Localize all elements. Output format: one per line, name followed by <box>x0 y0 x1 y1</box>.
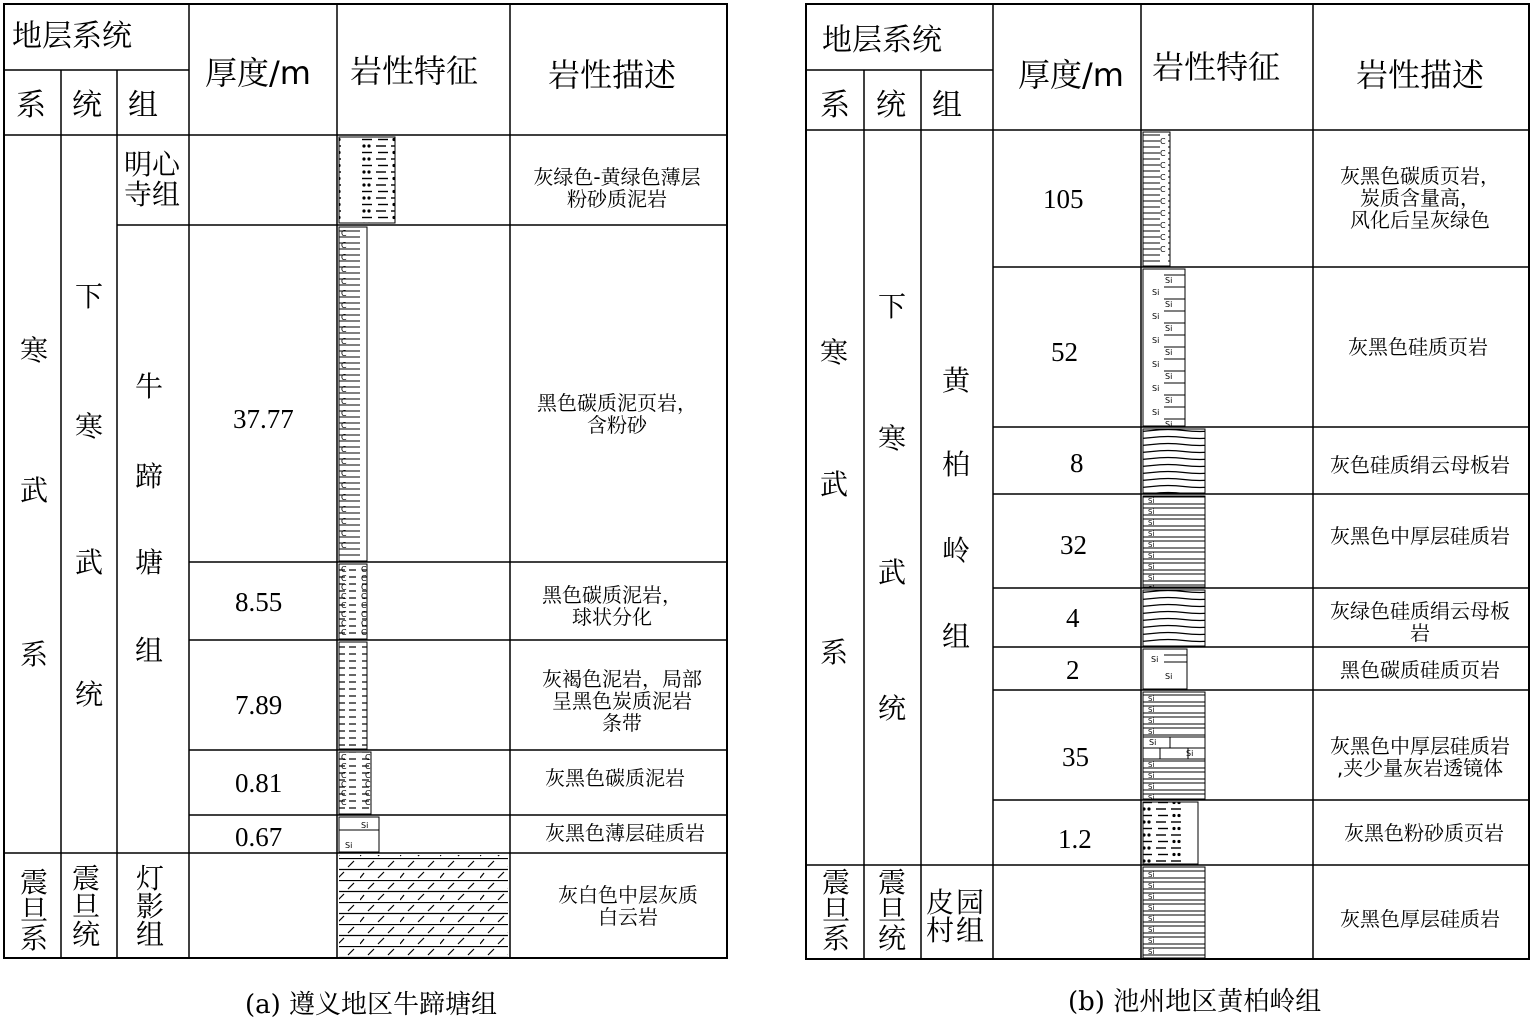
thickness-value: 35 <box>1062 742 1089 772</box>
fm-dengying-2: 组 <box>136 918 165 951</box>
fm-piyuancun-3: 组 <box>956 914 985 947</box>
thickness-value: 32 <box>1060 530 1087 560</box>
silica-symbol: Si <box>1149 738 1157 747</box>
fm-huangbailing-1: 柏 <box>942 448 971 481</box>
carbon-symbol: C <box>341 265 347 274</box>
lith-siliceous-rock-2 <box>1143 867 1205 958</box>
header-description: 岩性描述 <box>1356 56 1485 94</box>
carbon-symbol: C <box>341 753 347 762</box>
descriptions-b <box>1330 164 1510 931</box>
carbon-symbol: C <box>361 565 367 574</box>
lith-dolomite <box>339 855 508 957</box>
system-sinian-2: 系 <box>822 922 851 955</box>
carbon-symbol: C <box>341 337 347 346</box>
fm-dengying-1: 影 <box>136 890 165 923</box>
carbon-symbol: C <box>341 373 347 382</box>
silica-symbol: Si <box>1152 336 1160 345</box>
series-sinian-1: 旦 <box>72 890 101 923</box>
carbon-symbol: C <box>365 789 371 798</box>
system-cambrian-0: 寒 <box>20 334 49 367</box>
carbon-symbol: C <box>341 469 347 478</box>
system-sinian-0: 震 <box>822 866 851 899</box>
silica-symbol: Si <box>1165 372 1173 381</box>
fm-huangbailing-0: 黄 <box>942 364 971 397</box>
description-line: 灰黑色硅质页岩 <box>1348 335 1488 359</box>
description-line: 灰黑色中厚层硅质岩 <box>1330 524 1510 548</box>
carbon-symbol: C <box>1160 233 1166 242</box>
fm-piyuancun-0: 皮 <box>926 886 955 919</box>
carbon-symbol: C <box>341 457 347 466</box>
fm-mingxinsi-0: 明心 <box>124 148 181 181</box>
carbon-symbol: C <box>341 361 347 370</box>
system-cambrian-1: 武 <box>820 468 849 501</box>
carbon-symbol: C <box>1160 221 1166 230</box>
header-series: 统 <box>72 88 102 123</box>
fm-mingxinsi-1: 寺组 <box>124 178 181 211</box>
carbon-symbol: C <box>341 592 347 601</box>
carbon-symbol: C <box>341 301 347 310</box>
carbon-symbol: C <box>365 753 371 762</box>
header-lithology: 岩性特征 <box>1152 48 1281 86</box>
thickness-value: 0.67 <box>235 822 283 852</box>
carbon-symbol: C <box>341 325 347 334</box>
lith-mudstone <box>339 642 367 749</box>
silica-symbol: Si <box>361 821 369 830</box>
description-line: 白云岩 <box>598 905 658 929</box>
header-series: 统 <box>876 88 906 123</box>
thickness-value: 52 <box>1051 337 1078 367</box>
header-thickness: 厚度/m <box>1018 56 1124 94</box>
carbon-symbol: C <box>341 780 347 789</box>
description-line: 灰白色中层灰质 <box>558 883 698 907</box>
carbon-symbol: C <box>341 481 347 490</box>
description-line: 球状分化 <box>572 605 652 629</box>
system-cambrian-0: 寒 <box>820 336 849 369</box>
description-line: 黑色碳质泥岩， <box>542 583 682 607</box>
silica-symbol: Si <box>1165 276 1173 285</box>
series-sinian-2: 统 <box>878 922 907 955</box>
fm-niutitang-0: 牛 <box>135 370 164 403</box>
description-line: 灰黑色薄层硅质岩 <box>545 821 705 845</box>
silica-symbol: Si <box>1165 324 1173 333</box>
series-sinian-1: 旦 <box>878 894 907 927</box>
carbon-symbol: C <box>341 541 347 550</box>
thickness-value: 8 <box>1070 448 1084 478</box>
fm-niutitang-2: 塘 <box>135 546 164 579</box>
carbon-symbol: C <box>361 574 367 583</box>
carbon-symbol: C <box>361 619 367 628</box>
carbon-symbol: C <box>1160 161 1166 170</box>
fm-niutitang-3: 组 <box>135 634 164 667</box>
header-description: 岩性描述 <box>548 56 677 94</box>
system-cambrian-2: 系 <box>20 638 49 671</box>
description-line: 灰黑色碳质页岩， <box>1340 164 1500 188</box>
carbon-symbol: C <box>341 610 347 619</box>
carbon-symbol: C <box>341 433 347 442</box>
header-strat: 地层系统 <box>12 19 132 54</box>
description-line: 粉砂质泥岩 <box>567 187 667 211</box>
fm-huangbailing-3: 组 <box>942 620 971 653</box>
carbon-symbol: C <box>341 798 347 807</box>
silica-symbol: Si <box>1165 348 1173 357</box>
carbon-symbol: C <box>1160 149 1166 158</box>
carbon-symbol: C <box>1160 209 1166 218</box>
description-line: 灰黑色中厚层硅质岩 <box>1330 734 1510 758</box>
carbon-symbol: C <box>341 409 347 418</box>
thickness-value: 0.81 <box>235 768 283 798</box>
description-line: ,夹少量灰岩透镜体 <box>1336 756 1504 780</box>
carbon-symbol: C <box>361 610 367 619</box>
carbon-symbol: C <box>341 241 347 250</box>
carbon-symbol: C <box>341 601 347 610</box>
carbon-symbol: C <box>341 253 347 262</box>
series-lower-2: 武 <box>878 556 907 589</box>
description-line: 岩 <box>1410 621 1430 645</box>
description-line: 灰黑色碳质泥岩 <box>545 766 685 790</box>
description-line: 灰黑色粉砂质页岩 <box>1344 821 1504 845</box>
carbon-symbol: C <box>341 619 347 628</box>
description-line: 灰色硅质绢云母板岩 <box>1330 453 1510 477</box>
carbon-symbol: C <box>341 385 347 394</box>
lith-carbonaceous-shale <box>1143 132 1170 266</box>
thickness-value: 37.77 <box>233 404 294 434</box>
silica-symbol: Si <box>1165 420 1173 429</box>
carbon-symbol: C <box>341 771 347 780</box>
silica-symbol: Si <box>1165 396 1173 405</box>
system-sinian-2: 系 <box>20 922 49 955</box>
lith-slate-2 <box>1143 590 1205 646</box>
thickness-value: 2 <box>1066 655 1080 685</box>
description-line: 灰绿色硅质绢云母板 <box>1330 599 1510 623</box>
fm-dengying-0: 灯 <box>136 862 165 895</box>
system-cambrian-2: 系 <box>820 636 849 669</box>
carbon-symbol: C <box>341 493 347 502</box>
silica-symbol: Si <box>1151 655 1159 664</box>
carbon-symbol: C <box>341 289 347 298</box>
carbon-symbol: C <box>341 628 347 637</box>
carbon-symbol: C <box>341 517 347 526</box>
carbon-symbol: C <box>341 505 347 514</box>
silica-symbol: Si <box>1165 300 1173 309</box>
carbon-symbol: C <box>361 583 367 592</box>
thickness-value: 1.2 <box>1058 824 1092 854</box>
header-formation: 组 <box>932 88 962 123</box>
thickness-value: 4 <box>1066 603 1080 633</box>
system-sinian-1: 旦 <box>822 894 851 927</box>
carbon-symbol: C <box>341 349 347 358</box>
header-system: 系 <box>820 88 850 123</box>
carbon-symbol: C <box>1160 185 1166 194</box>
header-strat: 地层系统 <box>822 23 942 58</box>
carbon-symbol: C <box>365 771 371 780</box>
lith-slate <box>1143 429 1205 493</box>
series-lower-3: 统 <box>75 678 104 711</box>
carbon-symbol: C <box>361 601 367 610</box>
carbon-symbol: C <box>341 565 347 574</box>
carbon-symbol: C <box>341 529 347 538</box>
silica-symbol: Si <box>1165 672 1173 681</box>
description-line: 含粉砂 <box>587 413 647 437</box>
lith-silty-mudstone <box>1143 802 1198 864</box>
carbon-symbol: C <box>341 762 347 771</box>
series-lower-1: 寒 <box>878 422 907 455</box>
carbon-symbol: C <box>341 313 347 322</box>
silica-symbol: Si <box>1152 312 1160 321</box>
silica-symbol: Si <box>1152 288 1160 297</box>
silica-symbol: Si <box>1152 384 1160 393</box>
description-line: 呈黑色炭质泥岩 <box>552 689 692 713</box>
lith-silty-mudstone <box>339 137 395 223</box>
header-lithology: 岩性特征 <box>350 52 479 90</box>
silica-symbol: Si <box>1186 749 1194 758</box>
carbon-symbol: C <box>341 421 347 430</box>
description-line: 风化后呈灰绿色 <box>1350 208 1490 232</box>
carbon-symbol: C <box>341 789 347 798</box>
fm-piyuancun-2: 村 <box>926 914 955 947</box>
carbon-symbol: C <box>341 229 347 238</box>
carbon-symbol: C <box>361 628 367 637</box>
system-sinian-1: 旦 <box>20 894 49 927</box>
description-line: 灰黑色厚层硅质岩 <box>1340 907 1500 931</box>
fm-huangbailing-2: 岭 <box>942 534 971 567</box>
series-sinian-2: 统 <box>72 918 101 951</box>
carbon-symbol: C <box>361 592 367 601</box>
system-cambrian-1: 武 <box>20 474 49 507</box>
header-thickness: 厚度/m <box>205 54 311 92</box>
caption-b: (b) 池州地区黄柏岭组 <box>1068 987 1322 1017</box>
series-lower-0: 下 <box>878 290 907 323</box>
fm-piyuancun-1: 园 <box>956 886 985 919</box>
header-system: 系 <box>16 88 46 123</box>
carbon-symbol: C <box>1160 197 1166 206</box>
carbon-symbol: C <box>341 574 347 583</box>
thickness-value: 105 <box>1043 184 1084 214</box>
fm-niutitang-1: 蹄 <box>135 460 164 493</box>
carbon-symbol: C <box>1160 137 1166 146</box>
series-lower-2: 武 <box>75 546 104 579</box>
series-lower-0: 下 <box>75 280 104 313</box>
carbon-symbol: C <box>365 798 371 807</box>
silica-symbol: Si <box>1152 360 1160 369</box>
panel-b <box>806 4 1529 1017</box>
series-sinian-0: 震 <box>878 866 907 899</box>
description-line: 条带 <box>602 711 642 735</box>
panel-a <box>4 4 727 1020</box>
carbon-symbol: C <box>365 780 371 789</box>
silica-symbol: Si <box>1152 408 1160 417</box>
carbon-symbol: C <box>1160 173 1166 182</box>
description-line: 黑色碳质泥页岩， <box>537 391 697 415</box>
description-line: 灰褐色泥岩，局部 <box>542 667 702 691</box>
carbon-symbol: C <box>1160 245 1166 254</box>
thickness-value: 7.89 <box>235 690 283 720</box>
carbon-symbol: C <box>341 445 347 454</box>
description-line: 黑色碳质硅质页岩 <box>1340 658 1500 682</box>
silica-symbol: Si <box>345 841 353 850</box>
series-lower-1: 寒 <box>75 410 104 443</box>
carbon-symbol: C <box>341 277 347 286</box>
description-line: 灰绿色-黄绿色薄层 <box>533 165 701 189</box>
carbon-symbol: C <box>341 583 347 592</box>
caption-a: (a) 遵义地区牛蹄塘组 <box>245 990 498 1020</box>
thickness-value: 8.55 <box>235 587 283 617</box>
carbon-symbol: C <box>341 397 347 406</box>
system-sinian-0: 震 <box>20 866 49 899</box>
description-line: 炭质含量高， <box>1360 186 1480 210</box>
series-lower-3: 统 <box>878 692 907 725</box>
series-sinian-0: 震 <box>72 862 101 895</box>
header-formation: 组 <box>128 88 158 123</box>
lith-siliceous-rock <box>1143 496 1205 587</box>
carbon-symbol: C <box>365 762 371 771</box>
